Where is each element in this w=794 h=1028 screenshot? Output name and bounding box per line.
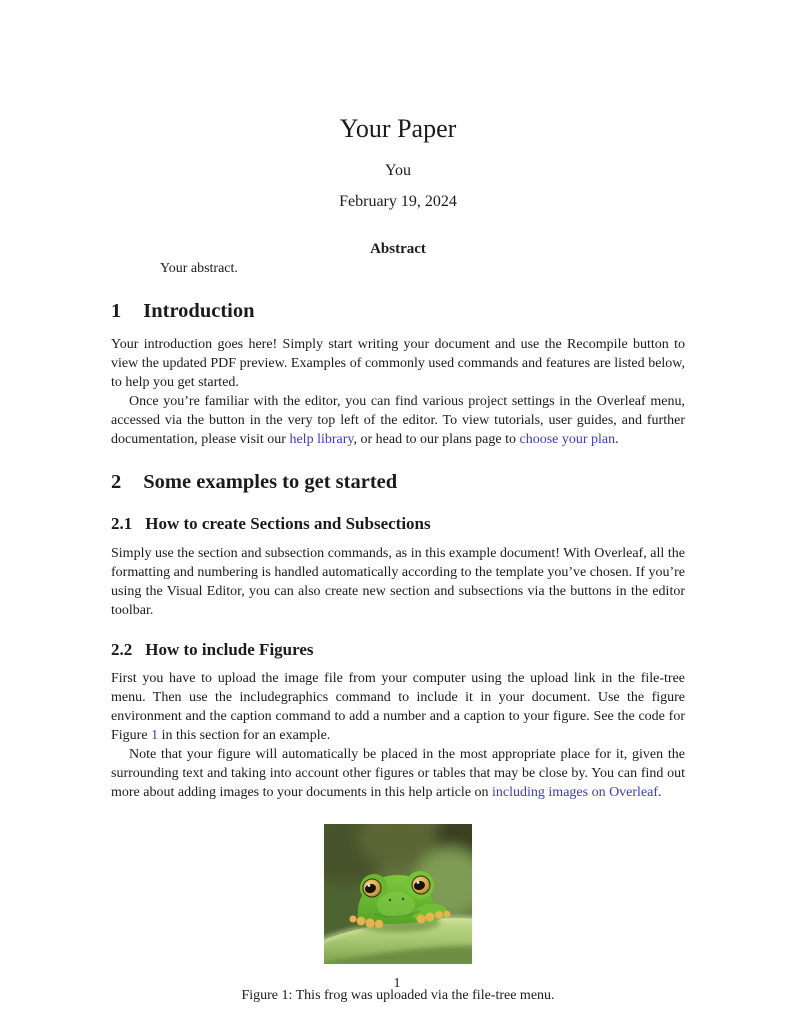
figures-p1-text: in this section for an example. [158,728,331,744]
section-1-number: 1 [111,300,122,323]
abstract-heading: Abstract [370,241,426,258]
choose-your-plan-link[interactable]: choose your plan [519,431,616,447]
figures-p2-text: . [658,785,662,801]
figure-1-ref-link[interactable]: 1 [151,728,159,744]
subsection-2-2-number: 2.2 [111,639,133,659]
paper-author: You [385,162,411,180]
intro-paragraph-2 [111,392,685,449]
subsection-2-1-title: How to create Sections and Subsections [145,514,431,534]
frog-photo-illustration [324,824,472,964]
subsection-2-1-paragraph: Simply use the section and subsection commands, as in this example document! With Overleaf, all the formatting and numbering is handled automatically according to the template you’ve chosen. If you’re using the Visual Editor, you can also create new section and subsections via the buttons in the editor toolbar. [111,545,685,618]
abstract-block [111,240,685,278]
section-2-title: Some examples to get started [143,470,398,493]
section-1-heading [111,299,685,324]
section-1-title: Introduction [143,300,255,323]
abstract-text: Your abstract. [160,261,238,277]
frog-photo [324,824,472,964]
page-content [0,113,794,1005]
figure-1-caption: Figure 1: This frog was uploaded via the file-tree menu. [241,988,555,1004]
intro-p2-text: . [615,431,619,447]
figures-p1-text: First you have to upload the image file from your computer using the upload link in the file-tree menu. Then use the includegraphics command to include it in your document. Use the figure environment and the caption command to add a number and a caption to your figure. See the code for Figure [111,671,685,744]
paper-date: February 19, 2024 [339,193,457,211]
intro-paragraph-1: Your introduction goes here! Simply start writing your document and use the Recompile button to view the updated PDF preview. Examples of commonly used commands and features are listed below, to help you get started. [111,336,685,390]
including-images-link[interactable]: including images on Overleaf [492,785,659,801]
figures-paragraph-2 [111,745,685,802]
paper-title: Your Paper [339,114,457,143]
figures-p2-text: Note that your figure will automatically be placed in the most appropriate place for it, given the surrounding text and taking into account other figures or tables that may be close by. You can find out more about adding images to your documents in this help article on [111,747,685,801]
subsection-2-2-title: How to include Figures [145,639,314,659]
intro-p2-text: Once you’re familiar with the editor, you can find various project settings in the Overleaf menu, accessed via the button in the very top left of the editor. To view tutorials, user guides, and further documentation, please visit our [111,393,685,447]
subsection-2-1-heading [111,514,685,534]
subsection-2-1-number: 2.1 [111,514,133,534]
subsection-2-2-heading [111,640,685,660]
help-library-link[interactable]: help library [289,431,354,447]
page-number: 1 [393,976,401,991]
section-2-heading [111,470,685,495]
figures-paragraph-1 [111,669,685,745]
section-2-number: 2 [111,470,122,493]
intro-p2-text: , or head to our plans page to [353,431,520,447]
